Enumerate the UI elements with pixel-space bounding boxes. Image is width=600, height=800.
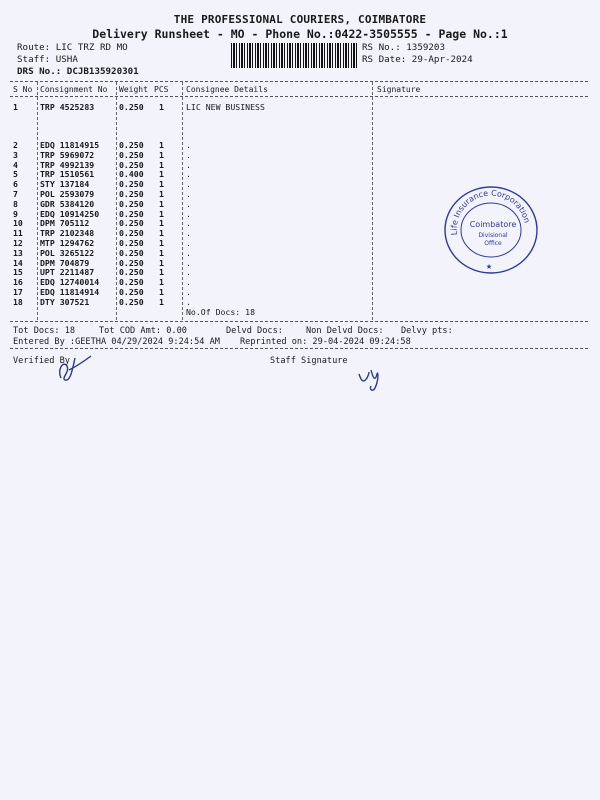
row-weight: 0.250 [119,102,144,112]
row-consignee-details: . [186,296,191,307]
stamp-city: Coimbatore [469,220,517,229]
row-sno: 15 [13,267,23,278]
staff-signature-label: Staff Signature [270,356,348,366]
star-icon: ★ [485,261,493,272]
row-sno: 11 [13,228,23,239]
row-sno: 17 [13,287,23,297]
entered-by: Entered By :GEETHA 04/29/2024 9:24:54 AM [13,337,220,347]
row-consignment-no: TRP 5969072 [40,149,95,160]
row-pcs: 1 [159,149,164,160]
row-sno: 7 [13,189,18,199]
row-pcs: 1 [159,267,164,278]
row-consignment-no: STY 137184 [40,179,90,190]
row-sno: 4 [13,159,18,170]
row-consignee-details: . [186,267,191,278]
column-header-consignment: Consignment No [40,85,108,94]
row-consignment-no: EDQ 12740014 [40,277,100,288]
row-consignee-details: . [186,218,191,229]
row-consignment-no: DPM 704879 [40,257,90,268]
tot-docs: Tot Docs: 18 [13,326,76,336]
page-title: Delivery Runsheet - MO - Phone No.:0422-3505555 - Page No.:1 [92,27,508,41]
row-weight: 0.250 [119,140,144,150]
row-consignment-no: EDQ 11814915 [40,140,100,150]
row-consignment-no: POL 2593079 [40,189,95,199]
row-consignment-no: GDR 5384120 [40,198,95,209]
column-header-pcs: PCS [154,85,169,94]
row-consignment-no: POL 3265122 [40,247,95,258]
row-pcs: 1 [159,198,164,209]
row-consignment-no: DPM 705112 [40,218,90,229]
column-divider [372,82,373,320]
row-consignee-details: . [186,198,191,209]
row-pcs: 1 [159,228,164,239]
row-consignment-no: EDQ 10914250 [40,208,100,219]
row-sno: 10 [13,218,23,229]
row-weight: 0.400 [119,169,144,180]
route-text: Route: LIC TRZ RD MO [17,42,128,53]
row-pcs: 1 [159,296,164,307]
table-bottom-divider [10,321,588,322]
row-consignee-details: . [186,238,191,248]
row-weight: 0.250 [119,296,144,307]
row-pcs: 1 [159,218,164,229]
row-sno: 3 [13,149,18,160]
row-weight: 0.250 [119,189,144,199]
row-pcs: 1 [159,238,164,248]
barcode-icon [231,43,357,68]
staff-signature-icon [355,366,389,394]
column-divider [116,82,117,320]
row-sno: 18 [13,296,23,307]
row-consignee-details: . [186,247,191,258]
row-sno: 2 [13,140,18,150]
row-pcs: 1 [159,208,164,219]
rs-date: RS Date: 29-Apr-2024 [362,54,473,65]
table-header-divider [10,96,588,97]
row-sno: 5 [13,169,18,180]
delivered-docs: Delvd Docs: [226,326,283,336]
row-consignment-no: TRP 1510561 [40,169,95,180]
row-consignee-details: . [186,208,191,219]
row-weight: 0.250 [119,208,144,219]
tot-cod-amount: Tot COD Amt: 0.00 [99,326,187,336]
row-consignment-no: DTY 307521 [40,296,90,307]
row-consignment-no: EDQ 11814914 [40,287,100,297]
row-weight: 0.250 [119,257,144,268]
row-consignee-details: . [186,287,191,297]
row-pcs: 1 [159,179,164,190]
row-consignment-no: TRP 4992139 [40,159,95,170]
row-consignee-details: . [186,149,191,160]
row-consignee-details: . [186,159,191,170]
row-pcs: 1 [159,169,164,180]
row-weight: 0.250 [119,267,144,278]
row-weight: 0.250 [119,287,144,297]
stamp-sub1: Divisional [478,232,508,239]
row-weight: 0.250 [119,198,144,209]
stamp-outer-text: Life Insurance Corporation [449,188,532,236]
row-consignee-details: . [186,189,191,199]
drs-number: DRS No.: DCJB135920301 [17,66,139,77]
row-pcs: 1 [159,287,164,297]
row-pcs: 1 [159,140,164,150]
company-name: THE PROFESSIONAL COURIERS, COIMBATORE [173,13,427,26]
column-header-signature: Signature [377,85,421,94]
column-header-weight: Weight [119,85,148,94]
row-weight: 0.250 [119,247,144,258]
column-header-consignee: Consignee Details [186,85,268,94]
column-divider [37,82,38,320]
row-weight: 0.250 [119,159,144,170]
row-sno: 12 [13,238,23,248]
non-delivered-docs: Non Delvd Docs: [306,326,384,336]
row-sno: 16 [13,277,23,288]
row-pcs: 1 [159,277,164,288]
row-weight: 0.250 [119,277,144,288]
row-consignee-details: . [186,257,191,268]
row-weight: 0.250 [119,149,144,160]
row-consignee-details: . [186,140,191,150]
row-weight: 0.250 [119,218,144,229]
row-pcs: 1 [159,189,164,199]
row-sno: 9 [13,208,18,219]
verified-by-label: Verified By [13,356,70,366]
row-consignee-details: LIC NEW BUSINESS [186,102,265,112]
delivery-points: Delvy pts: [401,326,453,336]
no-of-docs: No.Of Docs: 18 [186,307,256,317]
row-weight: 0.250 [119,228,144,239]
column-divider [182,82,183,320]
staff-text: Staff: USHA [17,54,78,65]
rs-number: RS No.: 1359203 [362,42,445,53]
stamp-sub2: Office [484,240,502,247]
table-top-divider [10,81,588,82]
row-consignee-details: . [186,169,191,180]
row-consignee-details: . [186,228,191,239]
verified-signature-icon [55,352,95,384]
row-consignment-no: TRP 4525283 [40,102,95,112]
row-pcs: 1 [159,159,164,170]
row-weight: 0.250 [119,238,144,248]
lic-office-stamp-icon [443,185,539,275]
footer-divider [10,348,588,349]
row-sno: 6 [13,179,18,190]
row-consignment-no: TRP 2102348 [40,228,95,239]
row-sno: 14 [13,257,23,268]
row-consignee-details: . [186,277,191,288]
reprinted-on: Reprinted on: 29-04-2024 09:24:58 [240,337,411,347]
column-header-sno: S No [13,85,33,94]
row-weight: 0.250 [119,179,144,190]
row-sno: 1 [13,102,18,112]
row-sno: 8 [13,198,18,209]
row-pcs: 1 [159,247,164,258]
row-consignment-no: MTP 1294762 [40,238,95,248]
row-consignment-no: UPT 2211487 [40,267,95,278]
row-pcs: 1 [159,102,164,112]
row-sno: 13 [13,247,23,258]
row-pcs: 1 [159,257,164,268]
row-consignee-details: . [186,179,191,190]
